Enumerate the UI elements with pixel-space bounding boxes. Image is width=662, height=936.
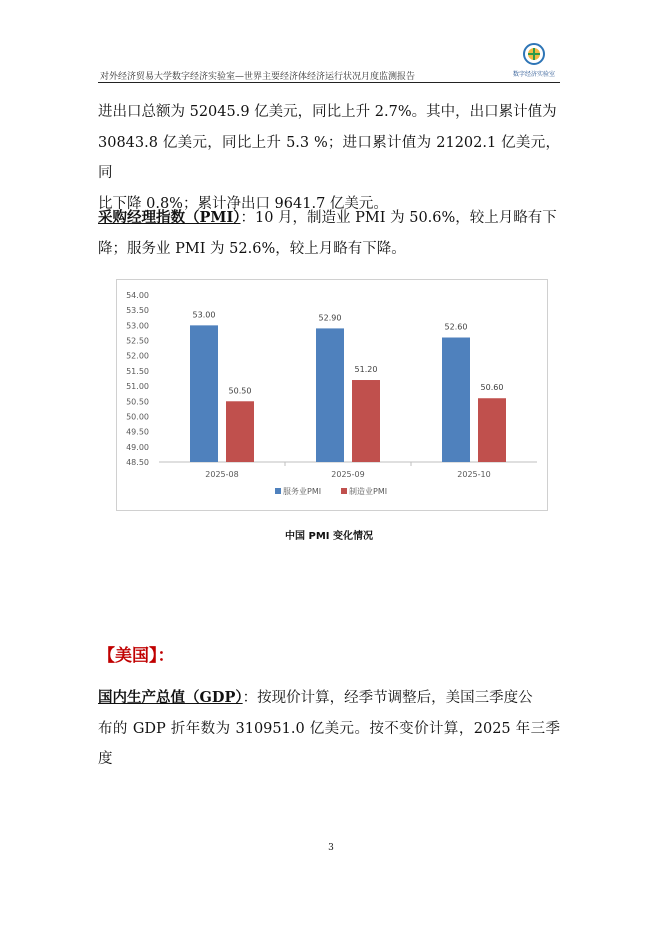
- legend-label: 制造业PMI: [349, 487, 388, 496]
- trade-line-3: 比下降 0.8%；累计净出口 9641.7 亿美元。: [98, 195, 388, 212]
- data-label: 53.00: [192, 310, 216, 320]
- pmi-paragraph: [98, 203, 560, 264]
- legend-label: 服务业PMI: [283, 487, 322, 496]
- legend-swatch: [275, 488, 281, 494]
- y-tick-label: 49.50: [126, 427, 149, 437]
- pmi-line-1: [98, 203, 560, 234]
- bar-manufacturing: [478, 398, 506, 462]
- pmi-chart: [116, 279, 548, 511]
- y-tick-label: 50.00: [126, 412, 149, 422]
- data-label: 51.20: [354, 365, 378, 375]
- page-number: 3: [328, 843, 334, 853]
- y-tick-label: 54.00: [126, 291, 149, 300]
- pmi-line-1-rest: ：10 月，制造业 PMI 为 50.6%，较上月略有下: [240, 210, 557, 226]
- y-tick-label: 51.00: [126, 382, 149, 392]
- pmi-term: 采购经理指数（PMI）: [98, 209, 241, 226]
- legend-swatch: [341, 488, 347, 494]
- y-tick-label: 52.50: [126, 336, 149, 346]
- chart-caption: 中国 PMI 变化情况: [285, 531, 373, 542]
- logo-icon: [522, 42, 546, 66]
- bar-manufacturing: [226, 401, 254, 462]
- pmi-line-2: 降；服务业 PMI 为 52.6%，较上月略有下降。: [98, 240, 406, 257]
- bar-manufacturing: [352, 380, 380, 462]
- section-heading-us: 【美国】：: [98, 646, 175, 666]
- bar-services: [442, 338, 470, 462]
- gdp-line-1: [98, 683, 560, 714]
- y-tick-label: 52.00: [126, 351, 149, 361]
- trade-line-1: 进出口总额为 52045.9 亿美元，同比上升 2.7%。其中，出口累计值为: [98, 104, 557, 120]
- y-tick-label: 48.50: [126, 458, 149, 467]
- bar-services: [190, 325, 218, 462]
- y-tick-label: 50.50: [126, 397, 149, 407]
- header-title: 对外经济贸易大学数字经济实验室—世界主要经济体经济运行状况月度监测报告: [100, 72, 416, 82]
- x-tick-label: 2025-09: [331, 470, 365, 479]
- data-label: 52.60: [444, 322, 468, 332]
- header-divider: [98, 82, 560, 83]
- y-tick-label: 53.00: [126, 321, 149, 331]
- gdp-line-2: 布的 GDP 折年数为 310951.0 亿美元。按不变价计算，2025 年三季度: [98, 720, 560, 767]
- logo-text: 数字经济实验室: [512, 71, 555, 78]
- data-label: 52.90: [318, 313, 342, 323]
- data-label: 50.60: [480, 383, 504, 393]
- gdp-line-1-rest: ：按现价计算，经季节调整后，美国三季度公: [242, 690, 533, 706]
- trade-line-2: 30843.8 亿美元，同比上升 5.3 %；进口累计值为 21202.1 亿美元，同: [98, 134, 560, 181]
- lab-logo: [512, 42, 556, 80]
- page-header: [98, 42, 560, 86]
- y-tick-label: 51.50: [126, 366, 149, 376]
- data-label: 50.50: [228, 386, 252, 396]
- pmi-chart-svg: [117, 280, 547, 510]
- gdp-paragraph: [98, 683, 560, 775]
- x-tick-label: 2025-08: [205, 470, 239, 479]
- x-tick-label: 2025-10: [457, 470, 491, 479]
- y-tick-label: 53.50: [126, 306, 149, 316]
- gdp-term: 国内生产总值（GDP）: [98, 689, 243, 706]
- y-tick-label: 49.00: [126, 442, 149, 452]
- bar-services: [316, 328, 344, 462]
- trade-paragraph: [98, 97, 560, 219]
